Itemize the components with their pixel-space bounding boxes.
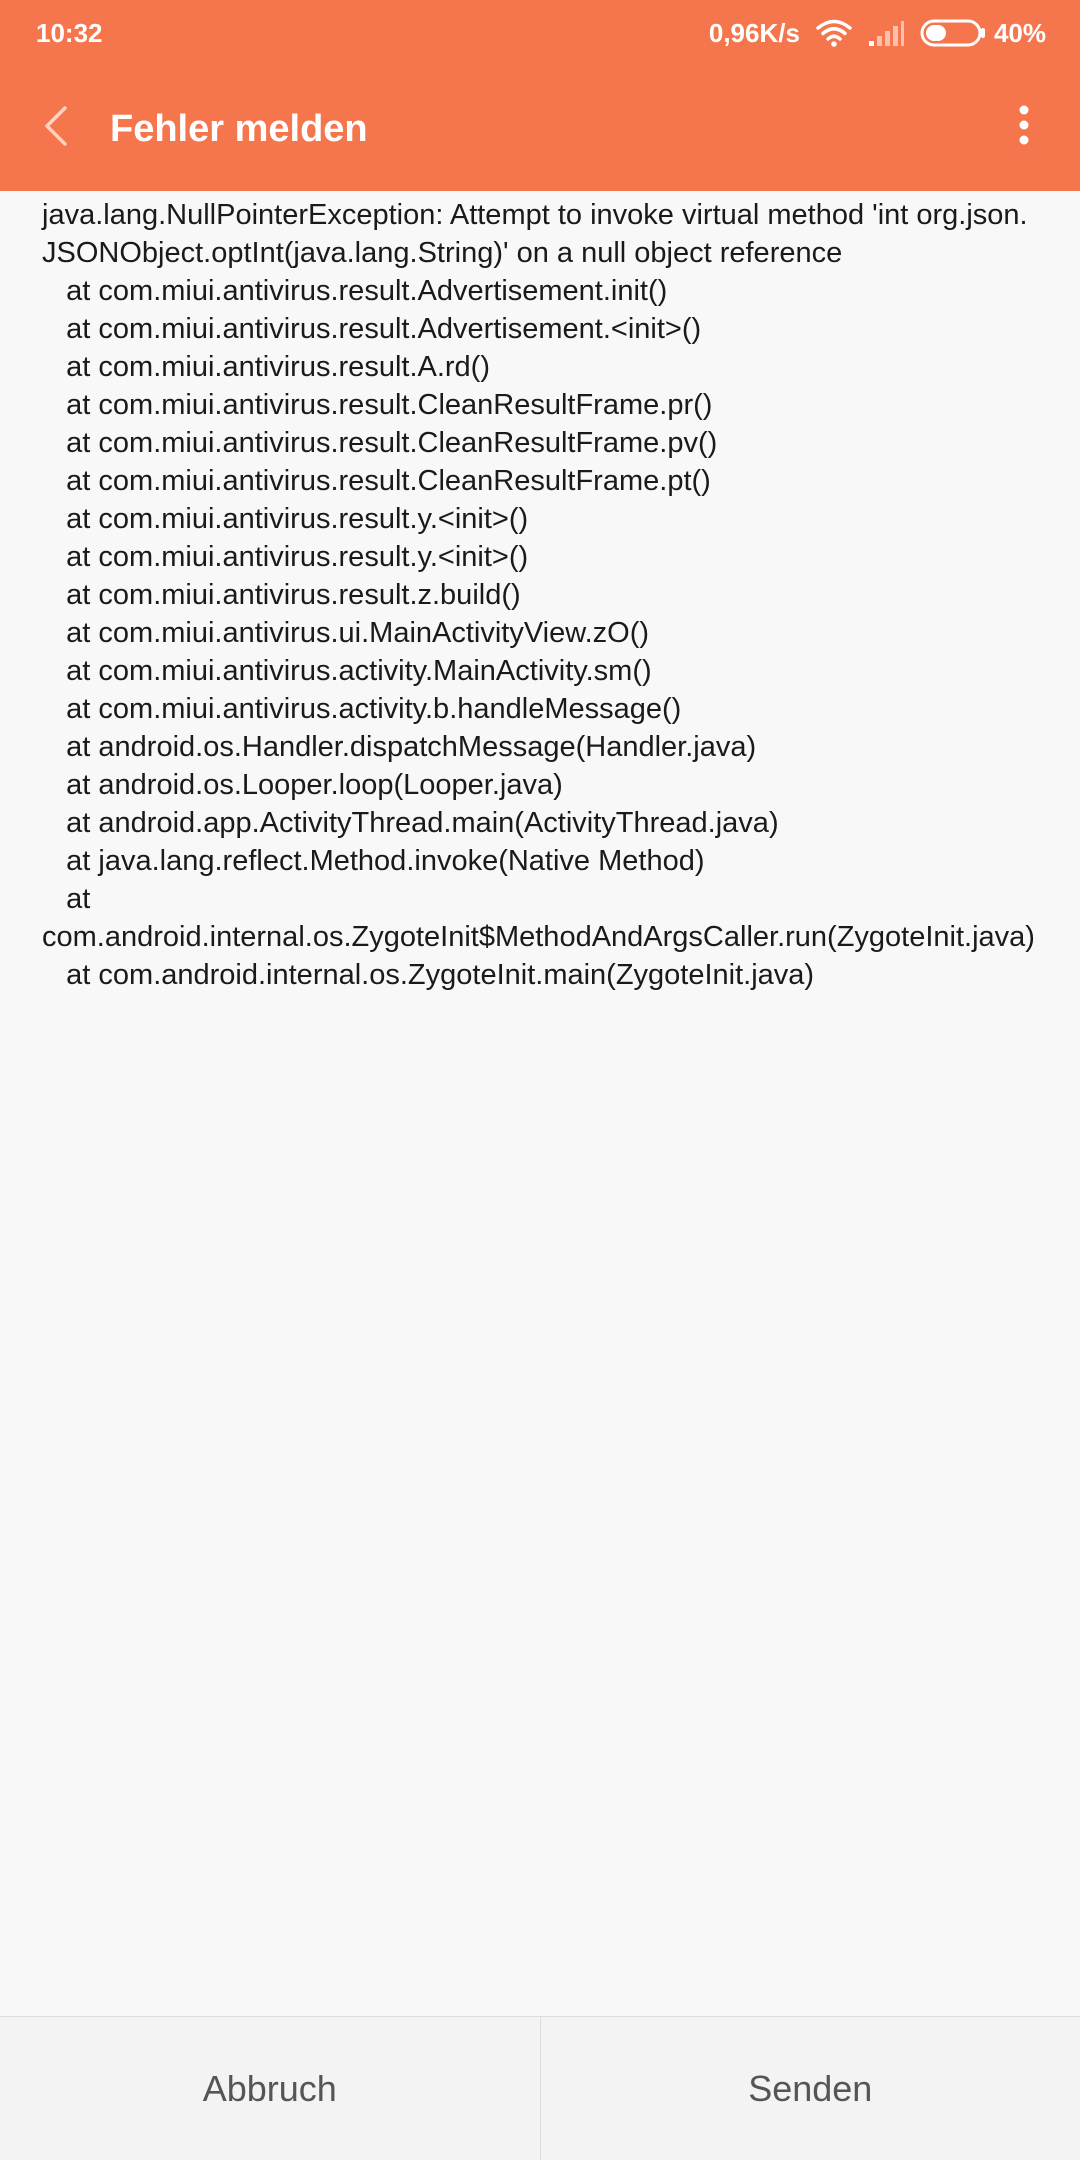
more-options-button[interactable] [996,96,1052,160]
chevron-left-icon [41,104,71,153]
header [0,0,1080,191]
status-bar [0,0,1080,66]
more-vertical-icon [1018,104,1030,153]
page-title: Fehler melden [110,108,368,150]
network-speed: 0,96K/s [708,17,800,48]
error-report-text[interactable]: java.lang.NullPointerException: Attempt to invoke virtual method 'int org.json.JSONObject.optInt(java.lang.String)' on a null object reference at com.miui.antivirus.result.Advertisement.init() at com.miui.antivirus.result.Advertisement.<init>() at com.miui.antivirus.result.A.rd() at com.miui.antivirus.result.CleanResultFrame.pr() at com.miui.antivirus.result.CleanResultFrame.pv() at com.miui.antivirus.result.CleanResultFrame.pt() at com.miui.antivirus.result.y.<init>() at com.miui.antivirus.result.y.<init>() at com.miui.antivirus.result.z.build() at com.miui.antivirus.ui.MainActivityView.zO() at com.miui.antivirus.activity.MainActivity.sm() at com.miui.antivirus.activity.b.handleMessage() at android.os.Handler.dispatchMessage(Handler.java) at android.os.Looper.loop(Looper.java) at android.app.ActivityThread.main(ActivityThread.java) at java.lang.reflect.Method.invoke(Native Method) at com.android.internal.os.ZygoteInit$MethodAndArgsCaller.run(ZygoteInit.java) at com.android.internal.os.ZygoteInit.main(ZygoteInit.java) [42,199,1035,991]
send-button[interactable]: Senden [748,2067,873,2109]
signal-icon [868,20,904,46]
footer-actions [0,2016,1080,2160]
status-time: 10:32 [36,18,103,48]
back-button[interactable] [28,96,84,160]
battery-icon [920,19,986,47]
toolbar [0,66,1080,191]
status-indicators [709,16,1046,50]
battery-percent: 40% [993,17,1046,48]
wifi-icon [816,19,852,47]
cancel-button[interactable]: Abbruch [202,2067,337,2109]
battery [920,18,1046,49]
